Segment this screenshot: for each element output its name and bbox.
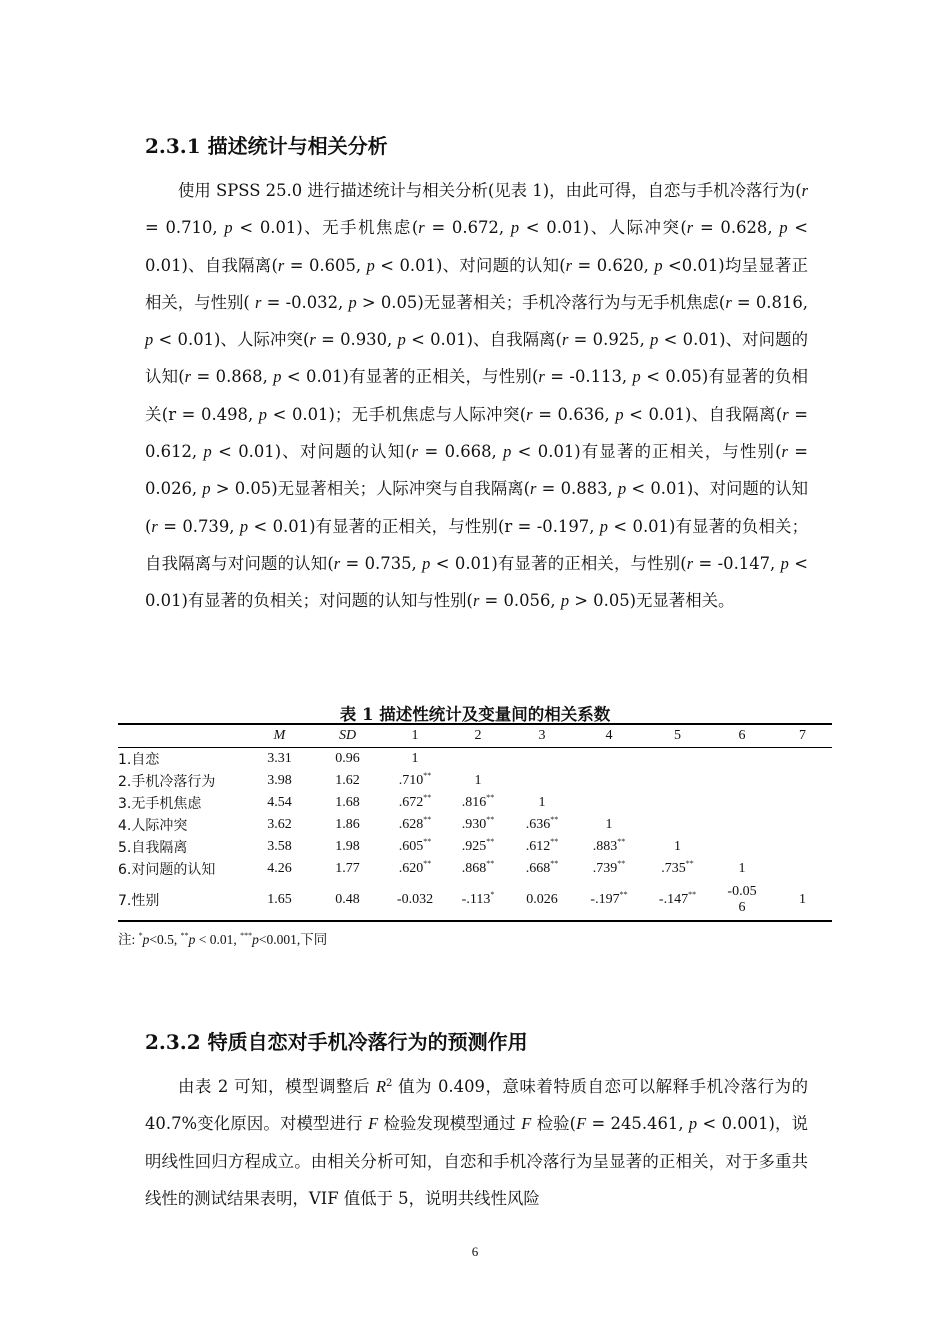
- table-cell: [644, 770, 711, 792]
- table-cell: .605**: [398, 837, 432, 854]
- table-cell: [773, 770, 832, 792]
- table-row: [118, 858, 832, 880]
- table-cell: -0.032: [396, 892, 434, 907]
- table-cell: [510, 770, 574, 792]
- table-cell: 1: [411, 751, 419, 766]
- table-cell: [711, 748, 773, 771]
- table-cell: [574, 770, 644, 792]
- table-cell: 1.62: [335, 773, 360, 788]
- table-cell: 1: [799, 892, 806, 907]
- row-label: 5.自我隔离: [118, 840, 188, 856]
- table-cell: [773, 836, 832, 858]
- table-cell: [574, 792, 644, 814]
- table-cell: -0.05 6: [727, 884, 757, 915]
- section-heading: 2.3.2 特质自恋对手机冷落行为的预测作用: [145, 1030, 528, 1054]
- table-row: [118, 748, 832, 771]
- table-cell: 4.26: [267, 861, 292, 876]
- table-cell: 3.31: [267, 751, 292, 766]
- table-cell: 3.62: [267, 817, 292, 832]
- table-cell: [773, 858, 832, 880]
- header-cell: 2: [474, 728, 482, 743]
- table-cell: [446, 748, 510, 771]
- table-cell: 4.54: [267, 795, 292, 810]
- row-label: 2.手机冷落行为: [118, 774, 216, 790]
- table-cell: .883**: [592, 837, 626, 854]
- header-cell: SD: [338, 728, 357, 743]
- table-row: [118, 836, 832, 858]
- table-cell: 0.026: [526, 892, 558, 907]
- row-label: 7.性别: [118, 893, 160, 909]
- table-cell: .930**: [461, 815, 495, 832]
- table-cell: [711, 792, 773, 814]
- table-cell: 3.58: [267, 839, 292, 854]
- table-cell: [644, 792, 711, 814]
- table-row: [118, 792, 832, 814]
- table-cell: .710**: [398, 771, 432, 788]
- header-cell: 7: [799, 728, 806, 743]
- table-row: [118, 814, 832, 836]
- table-cell: -.197**: [590, 890, 628, 907]
- table-cell: 1: [474, 773, 482, 788]
- table-cell: -.113*: [461, 890, 495, 907]
- header-cell: 3: [538, 728, 546, 743]
- header-cell: M: [273, 728, 286, 743]
- table-cell: [574, 748, 644, 771]
- table-cell: 3.98: [267, 773, 292, 788]
- table-row: [118, 880, 832, 921]
- table-cell: -.147**: [658, 890, 697, 907]
- header-cell: 4: [605, 728, 613, 743]
- row-label: 3.无手机焦虑: [118, 796, 202, 812]
- table-cell: 1: [605, 817, 613, 832]
- table-cell: .735**: [661, 859, 694, 876]
- table-cell: [773, 814, 832, 836]
- header-cell: 5: [674, 728, 681, 743]
- table-cell: .925**: [461, 837, 495, 854]
- table-cell: 0.96: [335, 751, 360, 766]
- page-number: 6: [471, 1244, 479, 1259]
- table-cell: .620**: [398, 859, 432, 876]
- table-cell: 1.77: [335, 861, 360, 876]
- header-cell: [118, 724, 248, 748]
- table-cell: .612**: [525, 837, 559, 854]
- table-cell: [510, 748, 574, 771]
- row-label: 6.对问题的认知: [118, 862, 216, 878]
- table-cell: [644, 814, 711, 836]
- table-cell: [711, 836, 773, 858]
- table-cell: .668**: [525, 859, 559, 876]
- correlation-table: [118, 723, 832, 922]
- table-cell: 1.98: [335, 839, 360, 854]
- table-cell: [711, 770, 773, 792]
- table-cell: .816**: [461, 793, 495, 810]
- table-cell: .739**: [592, 859, 626, 876]
- section-heading: 2.3.1 描述统计与相关分析: [145, 134, 388, 158]
- table-cell: [644, 748, 711, 771]
- row-label: 4.人际冲突: [118, 818, 188, 834]
- table-cell: 1.65: [267, 892, 292, 907]
- row-label: 1.自恋: [118, 752, 160, 768]
- table-row: [118, 770, 832, 792]
- header-cell: 6: [738, 728, 746, 743]
- table-cell: .672**: [398, 793, 432, 810]
- section-paragraph: 使用 SPSS 25.0 进行描述统计与相关分析(见表 1)，由此可得，自恋与手机冷落行为(r = 0.710, p < 0.01)、无手机焦虑(r = 0.672, p < 0.01)、人际冲突(r = 0.628, p < 0.01)、自我隔离(r = 0.605, p < 0.01)、对问题的认知(r = 0.620, p <0.01)均呈显著正相关，与性别( r = -0.032, p > 0.05)无显著相关；手机冷落行为与无手机焦虑(r = 0.816, p < 0.01)、人际冲突(r = 0.930, p < 0.01)、自我隔离(r = 0.925, p < 0.01)、对问题的认知(r = 0.868, p < 0.01)有显著的正相关，与性别(r = -0.113, p < 0.05)有显著的负相关(r = 0.498, p < 0.01)；无手机焦虑与人际冲突(r = 0.636, p < 0.01)、自我隔离(r = 0.612, p < 0.01)、对问题的认知(r = 0.668, p < 0.01)有显著的正相关，与性别(r = 0.026, p > 0.05)无显著相关；人际冲突与自我隔离(r = 0.883, p < 0.01)、对问题的认知(r = 0.739, p < 0.01)有显著的正相关，与性别(r = -0.197, p < 0.01)有显著的负相关；自我隔离与对问题的认知(r = 0.735, p < 0.01)有显著的正相关，与性别(r = -0.147, p < 0.01)有显著的负相关；对问题的认知与性别(r = 0.056, p > 0.05)无显著相关。: [145, 181, 809, 611]
- table-cell: 1: [674, 839, 681, 854]
- table-cell: 0.48: [335, 892, 360, 907]
- table-cell: .628**: [398, 815, 432, 832]
- table-caption: 表 1 描述性统计及变量间的相关系数: [339, 705, 611, 724]
- table-cell: 1: [538, 795, 546, 810]
- table-cell: .636**: [525, 815, 559, 832]
- table-cell: [711, 814, 773, 836]
- table-cell: 1.86: [335, 817, 360, 832]
- table-cell: 1: [738, 861, 746, 876]
- section-paragraph: 由表 2 可知，模型调整后 $R^2$ 值为 0.409，意味着特质自恋可以解释手机冷落行为的 40.7%变化原因。对模型进行 F 检验发现模型通过 F 检验(F = 245.461, p < 0.001)，说明线性回归方程成立。由相关分析可知，自恋和手机冷落行为呈显著的正相关，对于多重共线性的测试结果表明，VIF 值低于 5，说明共线性风险: [145, 1077, 809, 1208]
- header-cell: 1: [411, 728, 419, 743]
- table-cell: [773, 748, 832, 771]
- table-cell: [773, 792, 832, 814]
- table-cell: 1.68: [335, 795, 360, 810]
- table-header-row: [118, 724, 832, 748]
- table-cell: .868**: [461, 859, 495, 876]
- table-note: 注: *p<0.5, **p < 0.01, ***p<0.001,下同: [118, 931, 328, 947]
